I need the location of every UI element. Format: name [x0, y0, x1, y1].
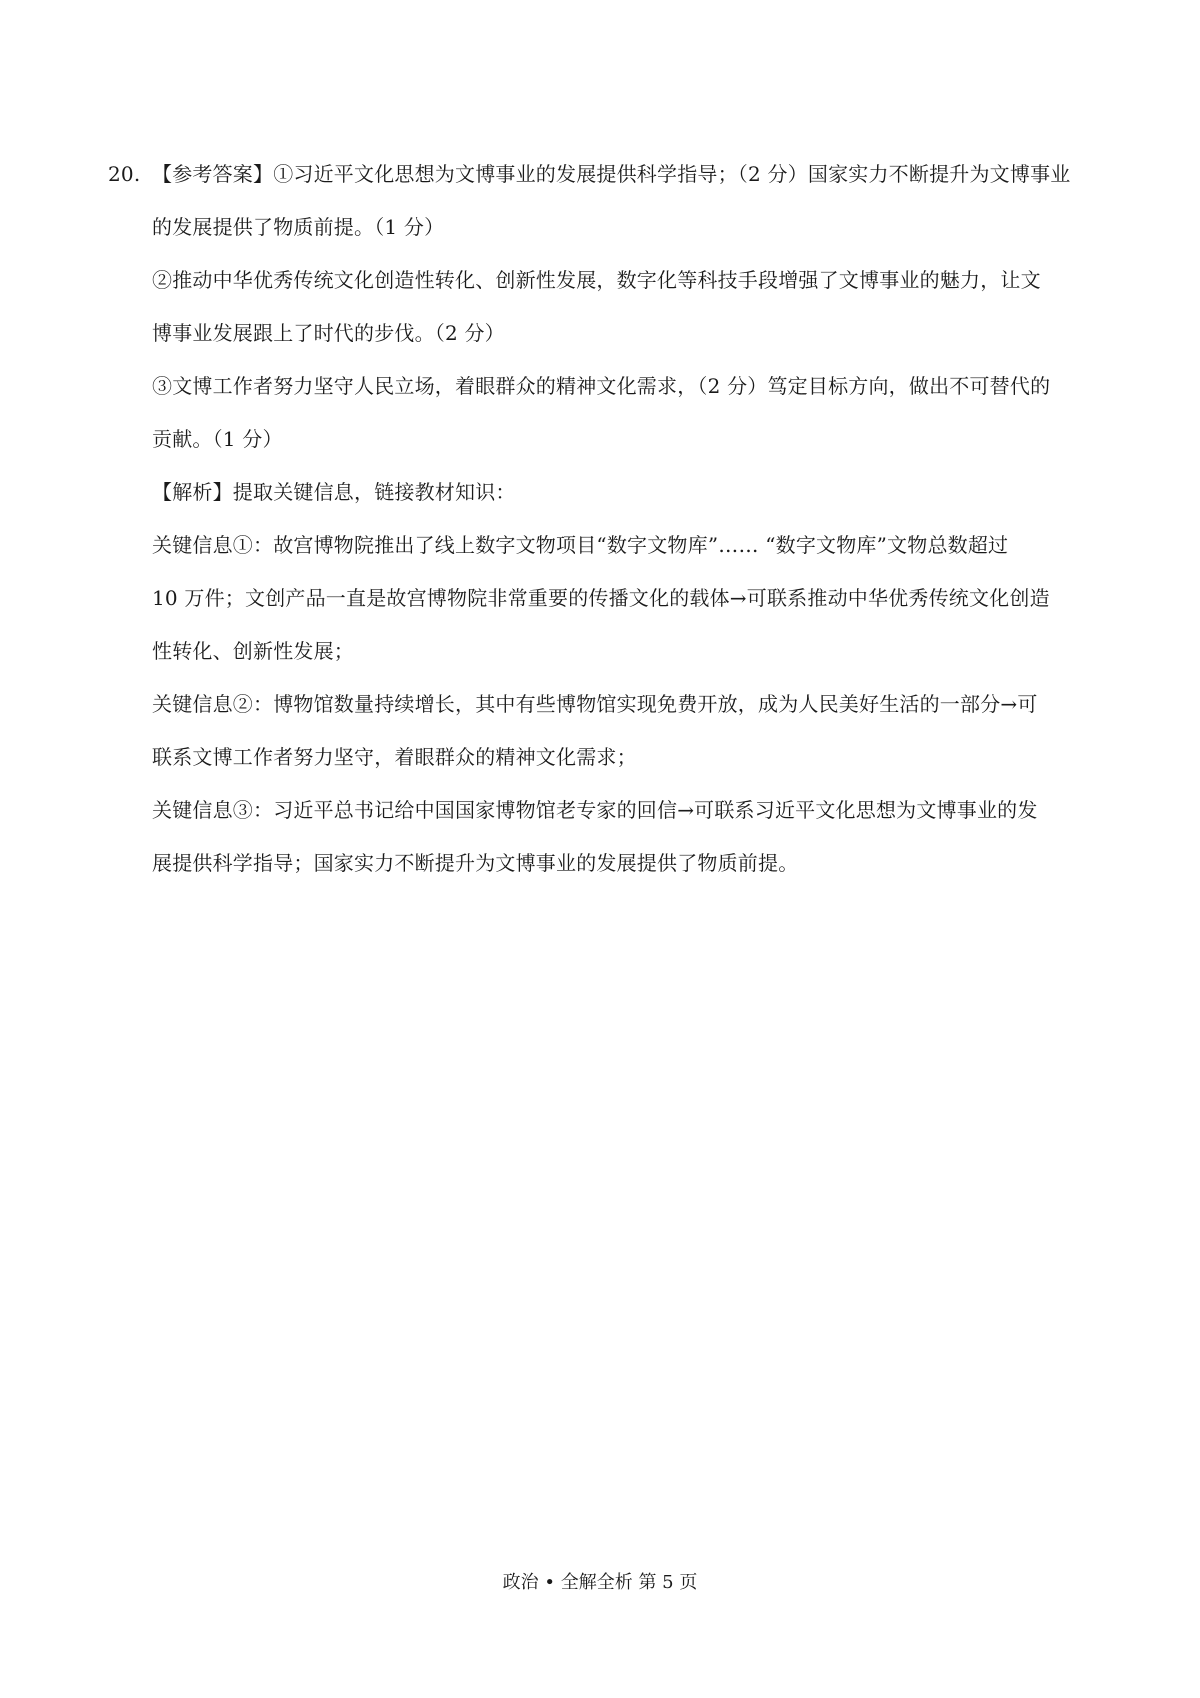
answer-line-1	[108, 148, 1098, 201]
answer-line-2: 的发展提供了物质前提。（1 分）	[152, 215, 445, 239]
analysis-line-1: 关键信息①：故宫博物院推出了线上数字文物项目“数字文物库”…… “数字文物库”文物总数超过	[152, 533, 1009, 557]
question-number: 20.	[108, 162, 141, 186]
analysis-line-7: 展提供科学指导；国家实力不断提升为文博事业的发展提供了物质前提。	[152, 851, 799, 875]
analysis-line-6: 关键信息③：习近平总书记给中国国家博物馆老专家的回信→可联系习近平文化思想为文博事业的发	[152, 798, 1038, 822]
page-footer: 政治 • 全解全析 第 5 页	[502, 1572, 698, 1593]
answer-line-4: 博事业发展跟上了时代的步伐。（2 分）	[152, 321, 505, 345]
answer-line-6: 贡献。（1 分）	[152, 427, 283, 451]
analysis-line-2: 10 万件；文创产品一直是故宫博物院非常重要的传播文化的载体→可联系推动中华优秀传统文化创造	[152, 586, 1050, 610]
analysis-heading: 【解析】提取关键信息，链接教材知识：	[152, 480, 516, 504]
answer-line-5: ③文博工作者努力坚守人民立场，着眼群众的精神文化需求，（2 分）笃定目标方向，做出不可替代的	[152, 374, 1051, 398]
answer-section	[108, 148, 1098, 890]
answer-text: 【参考答案】①习近平文化思想为文博事业的发展提供科学指导；（2 分）国家实力不断提升为文博事业	[152, 162, 1071, 186]
analysis-line-5: 联系文博工作者努力坚守，着眼群众的精神文化需求；	[152, 745, 637, 769]
analysis-line-3: 性转化、创新性发展；	[152, 639, 354, 663]
analysis-line-4: 关键信息②：博物馆数量持续增长，其中有些博物馆实现免费开放，成为人民美好生活的一部分→可	[152, 692, 1038, 716]
answer-line-3: ②推动中华优秀传统文化创造性转化、创新性发展，数字化等科技手段增强了文博事业的魅力，让文	[152, 268, 1041, 292]
